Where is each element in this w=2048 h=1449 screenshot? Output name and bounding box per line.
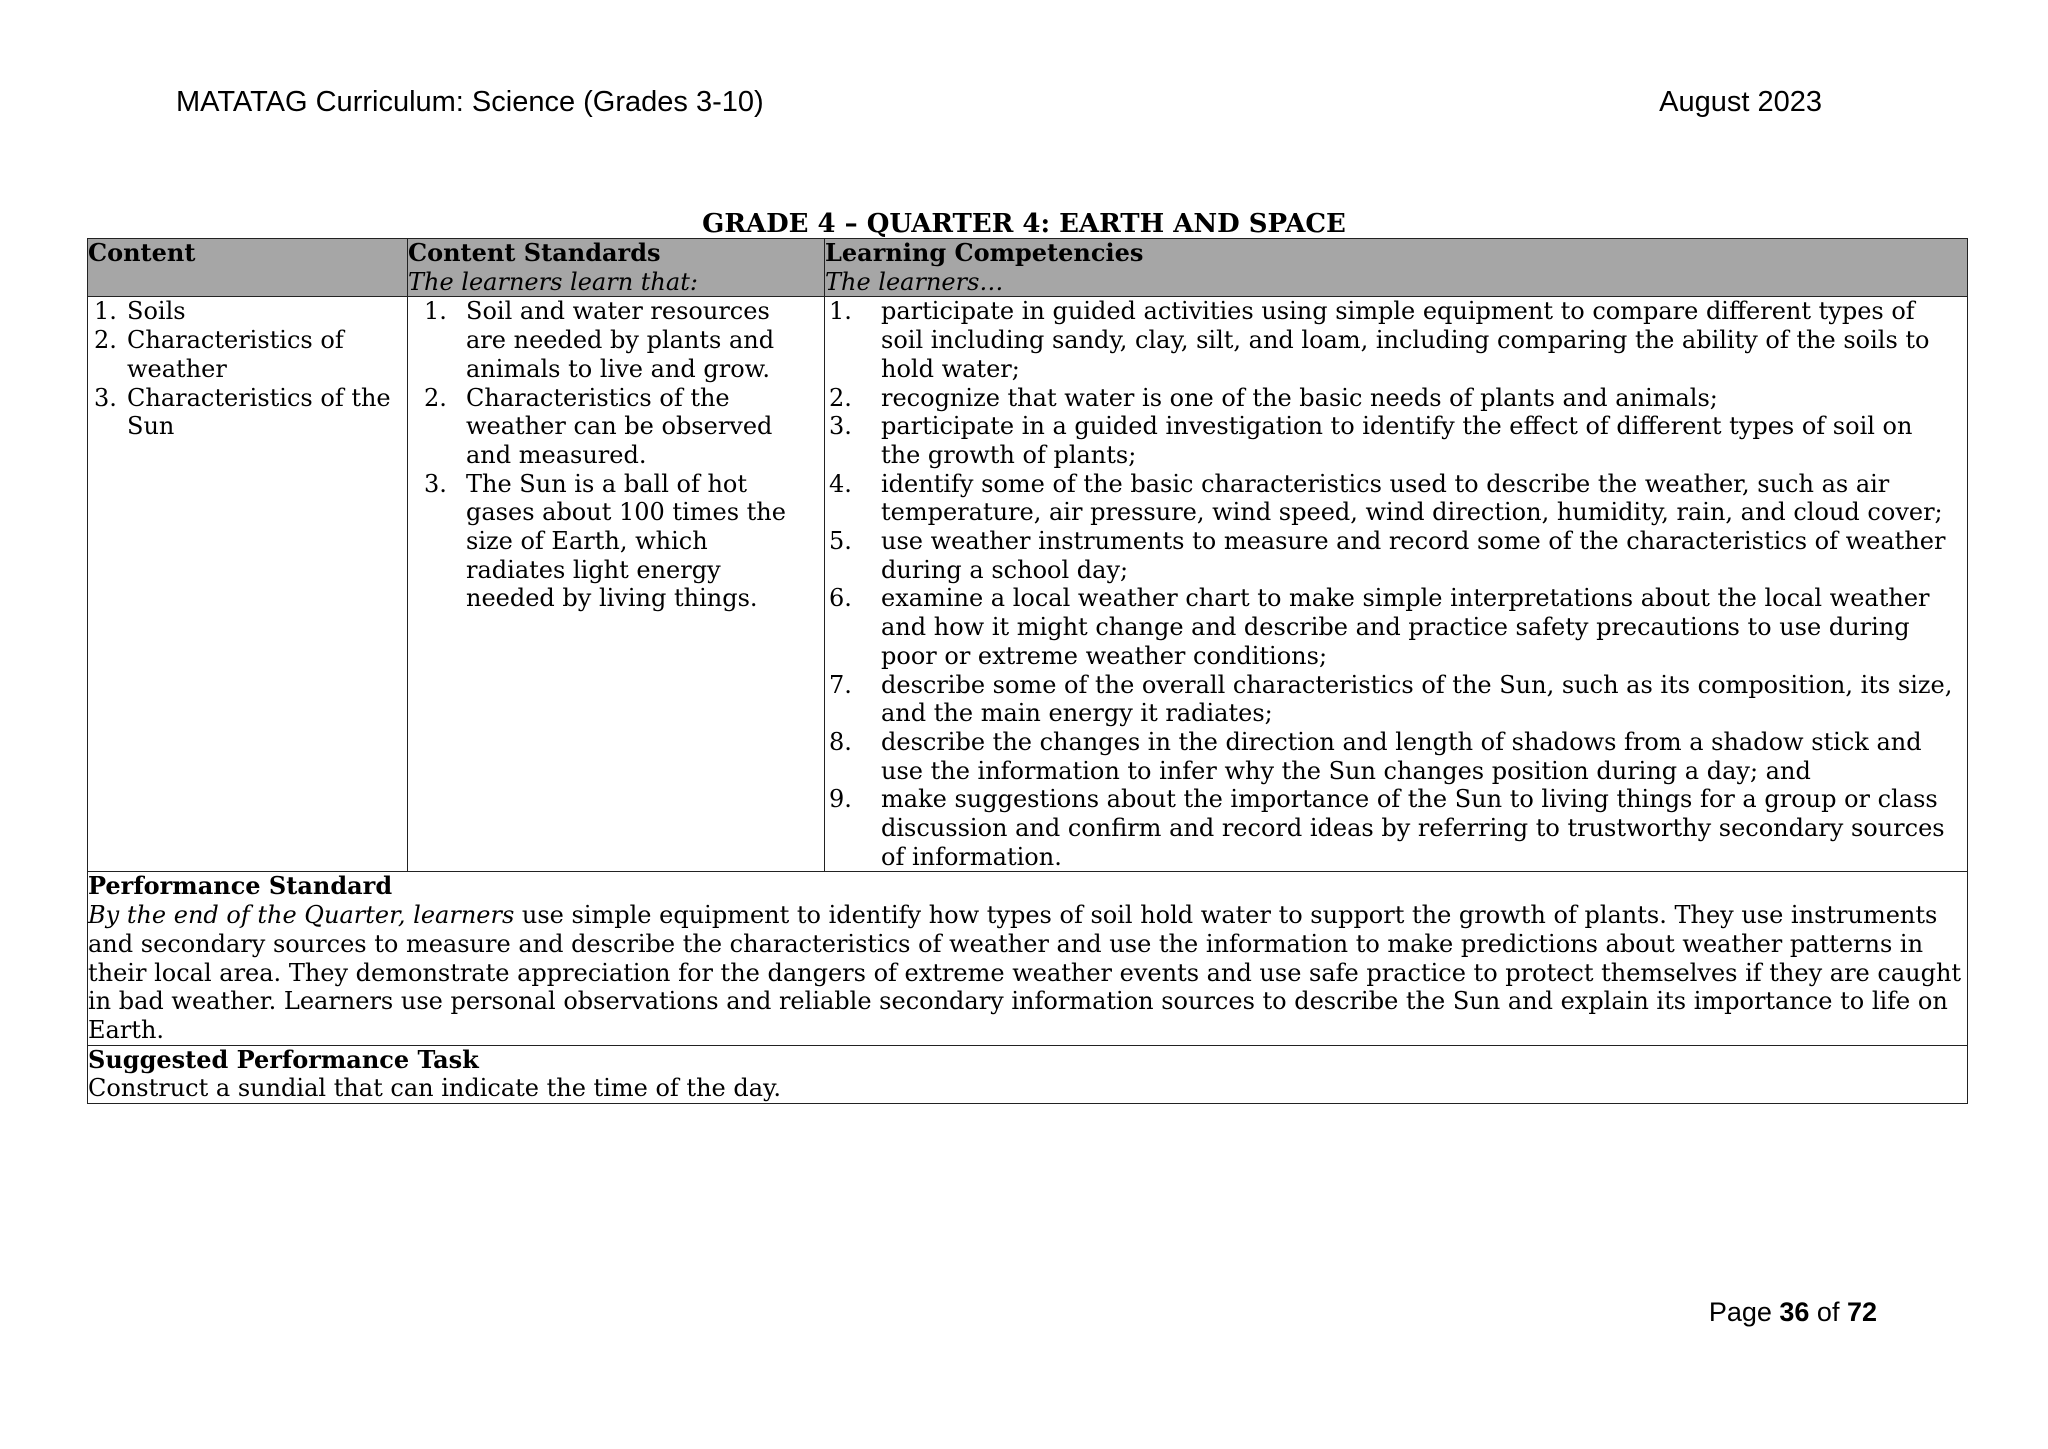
list-item xyxy=(825,785,1967,871)
content-standards-cell xyxy=(408,297,825,872)
list-item xyxy=(825,470,1967,527)
header-competencies-label: Learning Competencies xyxy=(825,238,1144,267)
list-item xyxy=(408,384,824,470)
item-number: 9. xyxy=(829,785,852,814)
item-number: 4. xyxy=(829,469,852,498)
header-standards-sub: The learners learn that: xyxy=(408,267,698,296)
list-item xyxy=(408,297,824,383)
curriculum-table xyxy=(87,238,1968,1104)
item-text: Characteristics of weather xyxy=(127,326,344,383)
item-text: participate in a guided investigation to identify the effect of different types of soil on the growth of plants; xyxy=(881,412,1913,469)
header-content-label: Content xyxy=(88,238,196,267)
learning-competencies-cell xyxy=(825,297,1968,872)
performance-task-row xyxy=(88,1045,1968,1103)
item-number: 2. xyxy=(829,383,852,412)
list-item xyxy=(825,584,1967,670)
performance-standard-row xyxy=(88,872,1968,1045)
item-number: 5. xyxy=(829,527,852,556)
item-text: Characteristics of the weather can be observed and measured. xyxy=(466,383,773,469)
performance-standard-text: use simple equipment to identify how types of soil hold water to support the growth of plants. They use instruments and secondary sources to measure and describe the characteristics of weather and use the information to make predictions about weather patterns in their local area. They demonstrate appreciation for the dangers of extreme weather events and use safe practice to protect themselves if they are caught in bad weather. Learners use personal observations and reliable secondary information sources to describe the Sun and explain its importance to life on Earth. xyxy=(88,901,1962,1044)
header-content xyxy=(88,239,408,297)
current-page: 36 xyxy=(1779,1297,1810,1327)
page-title: GRADE 4 – QUARTER 4: EARTH AND SPACE xyxy=(702,209,1346,239)
page-number xyxy=(1709,1297,1877,1328)
list-item xyxy=(825,412,1967,469)
performance-task-label: Suggested Performance Task xyxy=(88,1044,479,1074)
page-word: Page xyxy=(1708,1297,1780,1327)
list-item xyxy=(88,326,407,383)
item-text: identify some of the basic characteristics used to describe the weather, such as air temperature, air pressure, wind speed, wind direction, humidity, rain, and cloud cover; xyxy=(881,469,1943,527)
standards-list xyxy=(408,297,824,613)
item-number: 3. xyxy=(424,469,447,498)
header-competencies-sub: The learners… xyxy=(825,267,1004,296)
list-item xyxy=(825,671,1967,728)
item-number: 1. xyxy=(94,297,117,326)
performance-task-cell xyxy=(88,1045,1968,1103)
item-text: Characteristics of the Sun xyxy=(127,383,391,441)
content-list xyxy=(88,297,407,441)
table-body-row xyxy=(88,297,1968,872)
list-item xyxy=(408,470,824,614)
performance-task-text: Construct a sundial that can indicate the time of the day. xyxy=(88,1074,782,1103)
competencies-list xyxy=(825,297,1967,871)
header-standards-label: Content Standards xyxy=(408,238,661,267)
item-text: recognize that water is one of the basic needs of plants and animals; xyxy=(881,383,1718,412)
item-number: 1. xyxy=(829,297,852,326)
of-word: of xyxy=(1809,1297,1847,1327)
item-text: Soils xyxy=(127,297,186,326)
item-number: 2. xyxy=(424,383,447,412)
total-pages: 72 xyxy=(1846,1297,1877,1327)
list-item xyxy=(825,297,1967,383)
item-text: make suggestions about the importance of the Sun to living things for a group or class discussion and confirm and record ideas by referring to trustworthy secondary sources of information. xyxy=(881,785,1945,871)
item-number: 3. xyxy=(829,412,852,441)
item-text: describe some of the overall characteristics of the Sun, such as its composition, its size, and the main energy it radiates; xyxy=(881,670,1953,728)
table-header-row xyxy=(88,239,1968,297)
list-item xyxy=(825,384,1967,413)
list-item xyxy=(88,297,407,326)
header-learning-competencies xyxy=(825,239,1968,297)
performance-standard-cell xyxy=(88,872,1968,1045)
item-number: 2. xyxy=(94,326,117,355)
item-text: describe the changes in the direction and length of shadows from a shadow stick and use the information to infer why the Sun changes position during a day; and xyxy=(881,727,1922,785)
item-text: participate in guided activities using simple equipment to compare different types of soil including sandy, clay, silt, and loam, including comparing the ability of the soils to hold water; xyxy=(881,297,1930,383)
item-text: Soil and water resources are needed by plants and animals to live and grow. xyxy=(466,297,775,383)
document-header-title: MATATAG Curriculum: Science (Grades 3-10) xyxy=(176,86,764,118)
item-number: 6. xyxy=(829,584,852,613)
performance-standard-lead: By the end of the Quarter, learners xyxy=(88,901,515,930)
item-text: The Sun is a ball of hot gases about 100 times the size of Earth, which radiates light energy needed by living things. xyxy=(466,469,786,613)
item-number: 7. xyxy=(829,670,852,699)
item-text: use weather instruments to measure and record some of the characteristics of weather during a school day; xyxy=(881,527,1946,584)
list-item xyxy=(825,527,1967,584)
content-cell xyxy=(88,297,408,872)
item-text: examine a local weather chart to make simple interpretations about the local weather and how it might change and describe and practice safety precautions to use during poor or extreme weather conditions; xyxy=(881,584,1930,670)
document-header-date: August 2023 xyxy=(1659,86,1822,118)
item-number: 3. xyxy=(94,383,117,412)
item-number: 1. xyxy=(424,297,447,326)
list-item xyxy=(825,728,1967,785)
performance-standard-label: Performance Standard xyxy=(88,871,393,901)
item-number: 8. xyxy=(829,727,852,756)
header-content-standards xyxy=(408,239,825,297)
list-item xyxy=(88,384,407,441)
